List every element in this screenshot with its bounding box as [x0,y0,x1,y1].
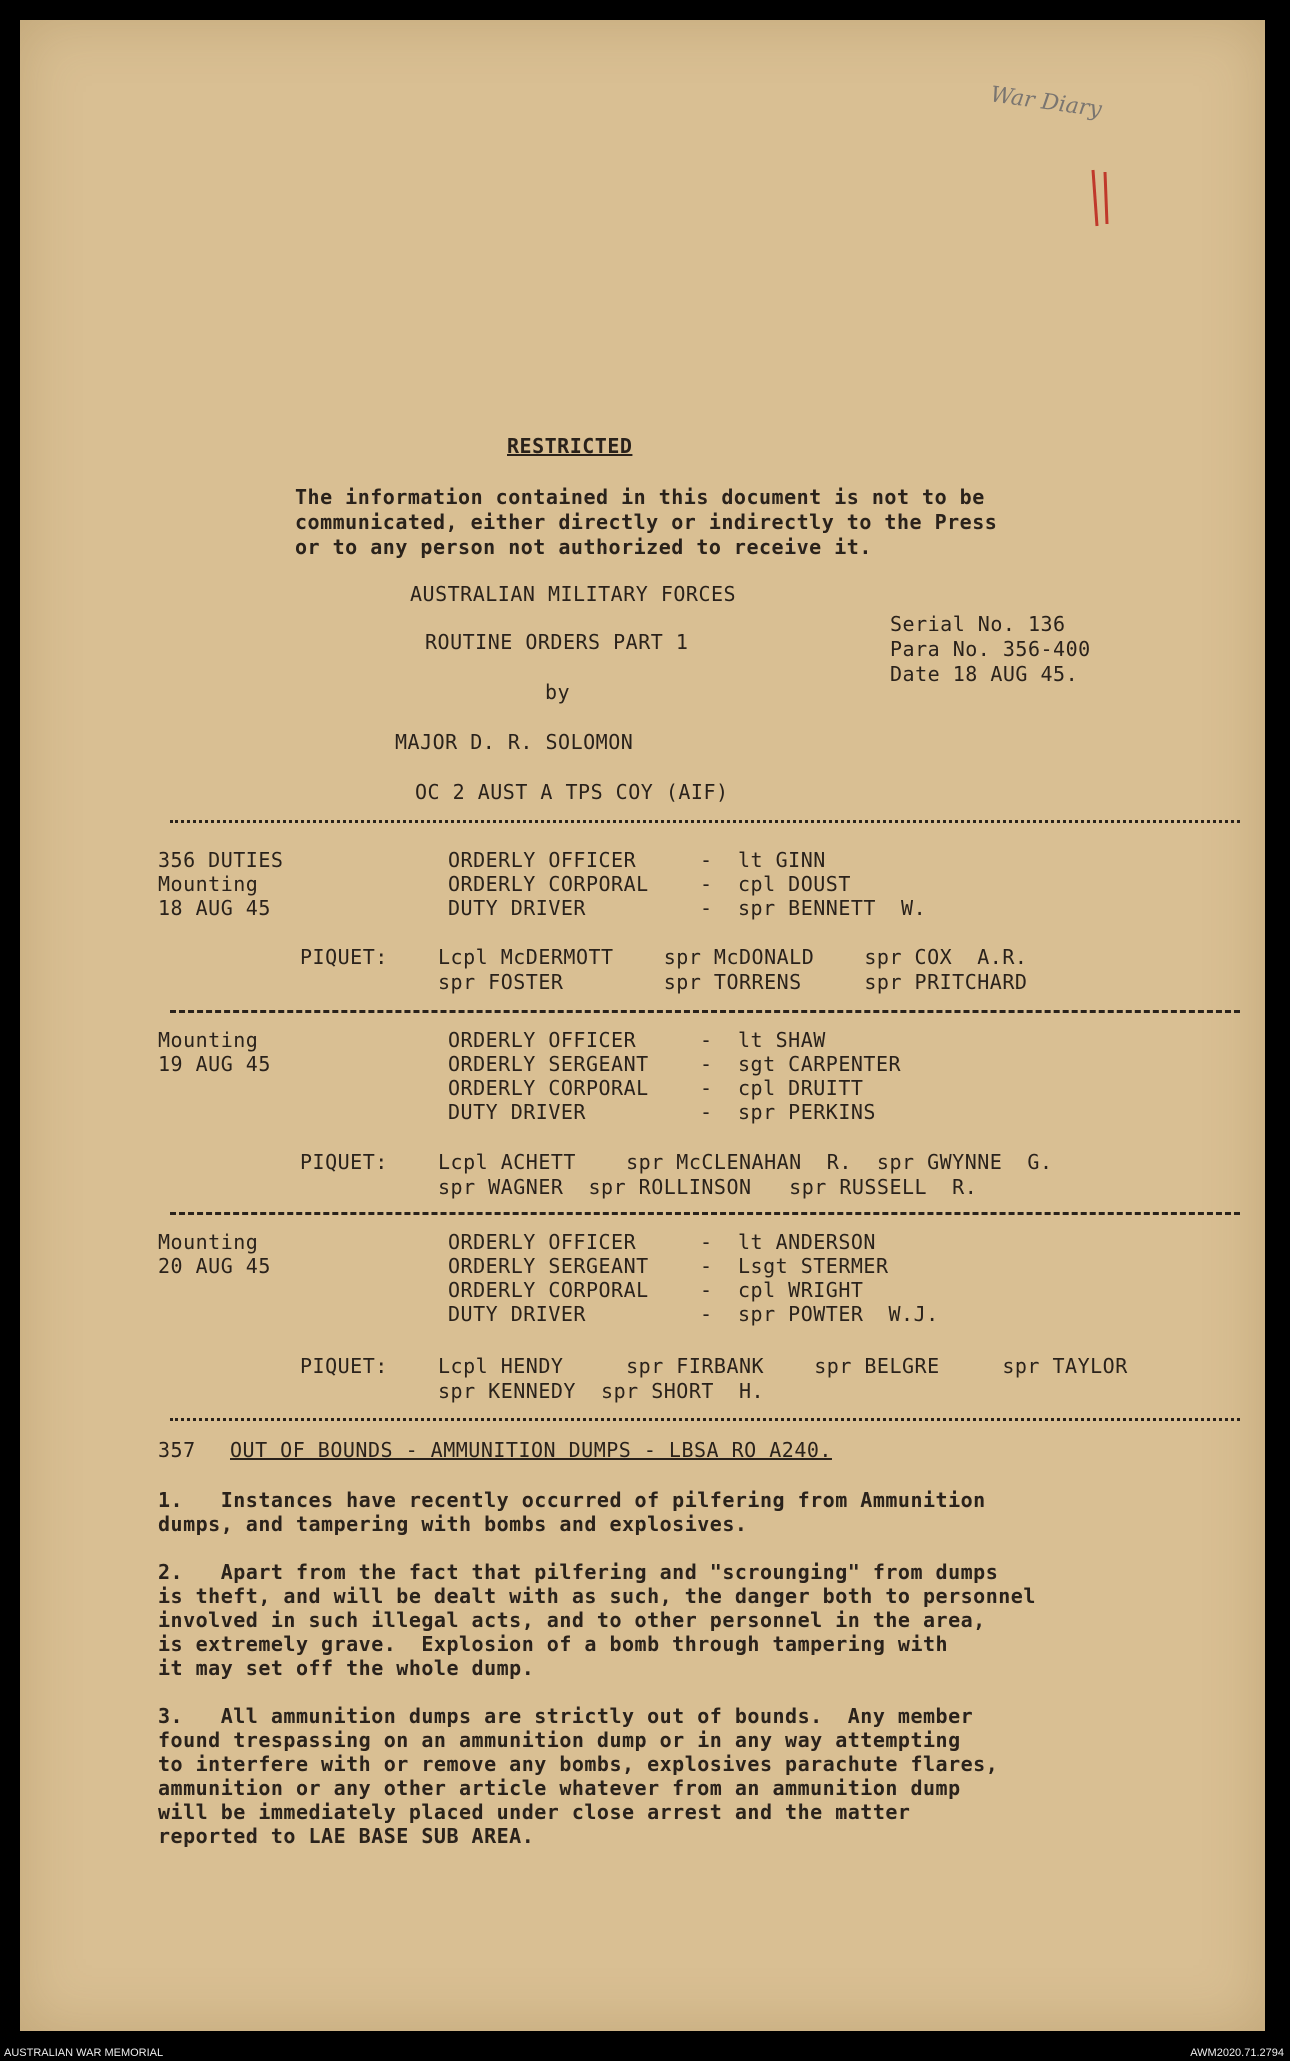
duty-person: spr POWTER W.J. [738,1302,939,1326]
para-line: found trespassing on an ammunition dump or in any way attempting [158,1728,961,1752]
mounting-label: Mounting [158,1230,259,1254]
duty-sep: - [700,872,713,896]
divider [170,820,1240,823]
para-line: dumps, and tampering with bombs and explosives. [158,1512,748,1536]
restricted-heading: RESTRICTED [507,434,633,458]
duty-role: ORDERLY SERGEANT [448,1052,649,1076]
mounting-label: Mounting [158,872,259,896]
duty-person: spr BENNETT W. [738,896,927,920]
handwritten-note: War Diary [988,82,1104,123]
duty-sep: - [700,1278,713,1302]
piquet-line: Lcpl McDERMOTT spr McDONALD spr COX A.R. [438,945,1028,969]
duty-role: ORDERLY SERGEANT [448,1254,649,1278]
orders-title: ROUTINE ORDERS PART 1 [425,630,689,654]
piquet-label: PIQUET: [300,1150,388,1174]
duty-person: cpl DOUST [738,872,851,896]
duty-role: ORDERLY CORPORAL [448,1278,649,1302]
para-line: is theft, and will be dealt with as such, the danger both to personnel [158,1584,1036,1608]
piquet-label: PIQUET: [300,1354,388,1378]
divider [170,1010,1240,1013]
duty-sep: - [700,1100,713,1124]
force-title: AUSTRALIAN MILITARY FORCES [410,582,737,606]
mounting-date: 20 AUG 45 [158,1254,271,1278]
duty-sep: - [700,896,713,920]
duty-role: ORDERLY OFFICER [448,1230,637,1254]
section-number: 357 [158,1438,196,1462]
footer-accession: AWM2020.71.2794 [1190,2047,1284,2059]
duty-role: ORDERLY CORPORAL [448,1076,649,1100]
para-line: to interfere with or remove any bombs, explosives parachute flares, [158,1752,999,1776]
duty-role: ORDERLY OFFICER [448,1028,637,1052]
para-line: ammunition or any other article whatever from an ammunition dump [158,1776,961,1800]
officer-name: MAJOR D. R. SOLOMON [395,730,634,754]
piquet-line: spr FOSTER spr TORRENS spr PRITCHARD [438,970,1028,994]
duty-person: cpl WRIGHT [738,1278,864,1302]
divider [170,1418,1240,1421]
para-line: 1. Instances have recently occurred of pilfering from Ammunition [158,1488,986,1512]
duty-sep: - [700,1230,713,1254]
notice-line-3: or to any person not authorized to receive it. [295,535,872,559]
para-number: Para No. 356-400 [890,637,1091,661]
divider [170,1212,1240,1215]
duty-sep: - [700,1076,713,1100]
piquet-line: spr KENNEDY spr SHORT H. [438,1379,765,1403]
mounting-date: 19 AUG 45 [158,1052,271,1076]
piquet-line: Lcpl HENDY spr FIRBANK spr BELGRE spr TAYLOR [438,1354,1128,1378]
serial-number: Serial No. 136 [890,612,1066,636]
duty-role: ORDERLY OFFICER [448,848,637,872]
duty-person: lt SHAW [738,1028,826,1052]
duty-role: DUTY DRIVER [448,1302,586,1326]
duty-person: Lsgt STERMER [738,1254,889,1278]
para-line: 3. All ammunition dumps are strictly out of bounds. Any member [158,1704,974,1728]
para-line: reported to LAE BASE SUB AREA. [158,1824,535,1848]
duty-sep: - [700,1028,713,1052]
duty-role: ORDERLY CORPORAL [448,872,649,896]
duty-person: cpl DRUITT [738,1076,864,1100]
red-pencil-mark [1085,168,1115,228]
footer-credit: AUSTRALIAN WAR MEMORIAL [4,2047,164,2059]
by-line: by [545,680,571,704]
para-line: 2. Apart from the fact that pilfering and "scrounging" from dumps [158,1560,999,1584]
notice-line-2: communicated, either directly or indirectly to the Press [295,510,998,534]
para-line: involved in such illegal acts, and to other personnel in the area, [158,1608,986,1632]
duty-person: spr PERKINS [738,1100,876,1124]
duty-sep: - [700,1302,713,1326]
mounting-date: 18 AUG 45 [158,896,271,920]
section-title: OUT OF BOUNDS - AMMUNITION DUMPS - LBSA RO A240. [230,1438,832,1462]
duty-person: lt ANDERSON [738,1230,876,1254]
piquet-line: Lcpl ACHETT spr McCLENAHAN R. spr GWYNNE G. [438,1150,1053,1174]
mounting-label: Mounting [158,1028,259,1052]
unit-name: OC 2 AUST A TPS COY (AIF) [415,780,729,804]
para-line: it may set off the whole dump. [158,1656,535,1680]
notice-line-1: The information contained in this document is not to be [295,485,985,509]
duty-role: DUTY DRIVER [448,896,586,920]
duty-sep: - [700,1254,713,1278]
duty-sep: - [700,1052,713,1076]
duty-role: DUTY DRIVER [448,1100,586,1124]
piquet-label: PIQUET: [300,945,388,969]
duty-person: sgt CARPENTER [738,1052,902,1076]
order-date: Date 18 AUG 45. [890,662,1079,686]
duty-sep: - [700,848,713,872]
para-line: is extremely grave. Explosion of a bomb through tampering with [158,1632,949,1656]
duties-heading: 356 DUTIES [158,848,284,872]
duty-person: lt GINN [738,848,826,872]
piquet-line: spr WAGNER spr ROLLINSON spr RUSSELL R. [438,1175,978,1199]
document-page [20,20,1265,2031]
para-line: will be immediately placed under close arrest and the matter [158,1800,911,1824]
